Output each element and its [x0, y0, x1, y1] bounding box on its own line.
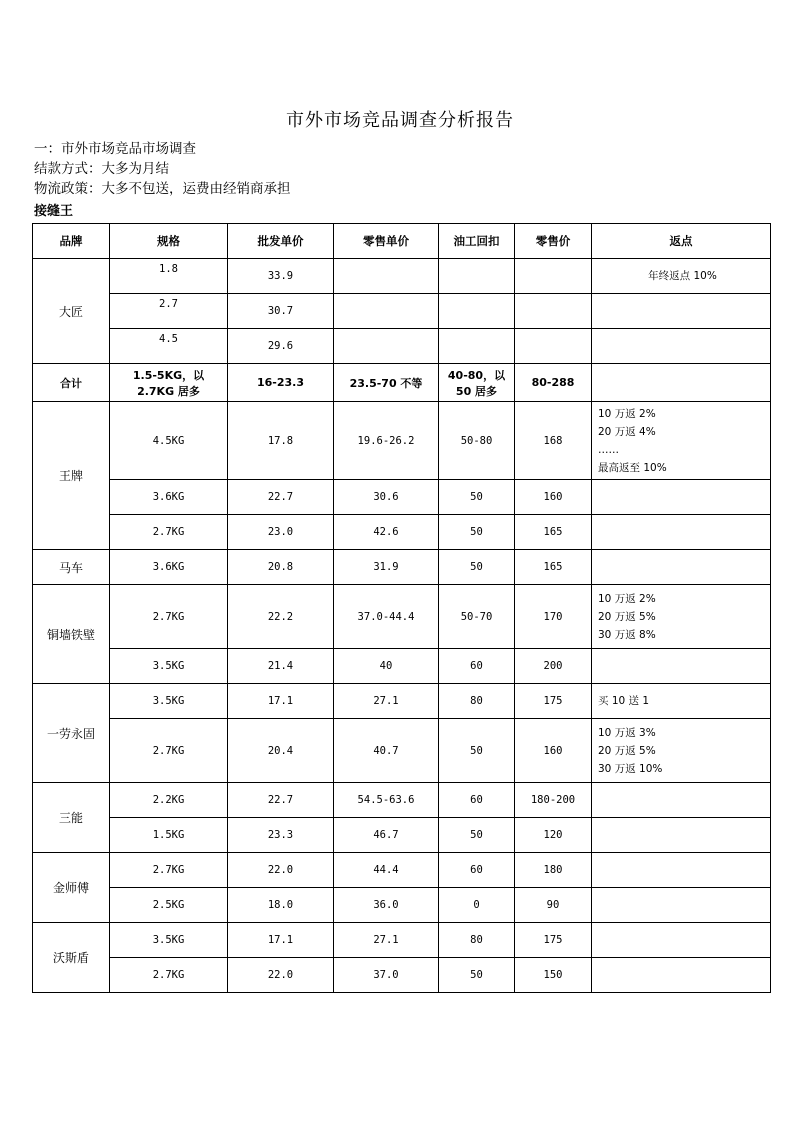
page-title: 市外市场竞品调查分析报告: [286, 110, 514, 131]
retail-unit-cell: 36.0: [334, 888, 439, 923]
kickback-line: 40-80，以: [447, 368, 506, 382]
rebate-cell: [592, 585, 771, 649]
wholesale-cell: 22.2: [228, 585, 334, 649]
kickback-cell: 50: [439, 515, 515, 550]
table-header-row: [33, 224, 771, 259]
spec-cell: 3.6KG: [110, 480, 228, 515]
retail-unit-cell: 40.7: [334, 719, 439, 783]
rebate-cell: [592, 649, 771, 684]
wholesale-cell: 20.4: [228, 719, 334, 783]
rebate-line: 10 万返 2%: [598, 592, 656, 605]
table-row: [33, 329, 771, 364]
rebate-line: 30 万返 8%: [598, 628, 656, 641]
rebate-line: 20 万返 5%: [598, 610, 656, 623]
brand-cell: 金师傅: [33, 853, 110, 923]
rebate-cell: [592, 515, 771, 550]
kickback-cell: [439, 329, 515, 364]
competitor-table: [32, 223, 771, 993]
wholesale-cell: 17.1: [228, 684, 334, 719]
table-row: [33, 649, 771, 684]
rebate-cell: [592, 364, 771, 402]
retail-cell: 120: [515, 818, 592, 853]
brand-cell: 铜墙铁壁: [33, 585, 110, 684]
total-row: [33, 364, 771, 402]
table-row: [33, 684, 771, 719]
retail-unit-cell: [334, 294, 439, 329]
retail-unit-cell: 46.7: [334, 818, 439, 853]
retail-unit-cell: 37.0: [334, 958, 439, 993]
kickback-cell: [439, 294, 515, 329]
table-row: [33, 958, 771, 993]
retail-cell: 165: [515, 515, 592, 550]
intro-line-payment: 结款方式：大多为月结: [34, 161, 169, 177]
retail-cell: 160: [515, 480, 592, 515]
retail-cell: 90: [515, 888, 592, 923]
retail-unit-cell: 44.4: [334, 853, 439, 888]
spec-cell: 3.6KG: [110, 550, 228, 585]
wholesale-cell: 23.0: [228, 515, 334, 550]
retail-cell: 180-200: [515, 783, 592, 818]
wholesale-cell: 33.9: [228, 259, 334, 294]
kickback-cell: 50: [439, 818, 515, 853]
wholesale-cell: 21.4: [228, 649, 334, 684]
rebate-line: ……: [598, 443, 619, 456]
table-row: [33, 294, 771, 329]
table-row: [33, 480, 771, 515]
rebate-cell: [592, 294, 771, 329]
spec-cell: 4.5KG: [110, 402, 228, 480]
header-wholesale: 批发单价: [228, 224, 334, 259]
brand-cell: 一劳永固: [33, 684, 110, 783]
wholesale-cell: 22.7: [228, 783, 334, 818]
rebate-cell: [592, 818, 771, 853]
spec-cell: 3.5KG: [110, 649, 228, 684]
wholesale-cell: 20.8: [228, 550, 334, 585]
section-heading: 接缝王: [34, 204, 74, 219]
kickback-cell: 0: [439, 888, 515, 923]
header-brand: 品牌: [33, 224, 110, 259]
retail-unit-cell: 40: [334, 649, 439, 684]
kickback-cell: [439, 364, 515, 402]
kickback-cell: [439, 259, 515, 294]
table-row: [33, 515, 771, 550]
spec-cell: [110, 364, 228, 402]
table-row: [33, 585, 771, 649]
header-spec: 规格: [110, 224, 228, 259]
brand-cell: 王牌: [33, 402, 110, 550]
table-row: [33, 923, 771, 958]
rebate-line: 20 万返 5%: [598, 744, 656, 757]
wholesale-cell: 30.7: [228, 294, 334, 329]
wholesale-cell: 18.0: [228, 888, 334, 923]
spec-cell: 2.7KG: [110, 719, 228, 783]
rebate-cell: [592, 958, 771, 993]
retail-cell: 170: [515, 585, 592, 649]
retail-cell: 80-288: [515, 364, 592, 402]
retail-unit-cell: 27.1: [334, 923, 439, 958]
kickback-cell: 50-70: [439, 585, 515, 649]
spec-line: 2.7KG 居多: [137, 384, 200, 398]
retail-cell: 160: [515, 719, 592, 783]
wholesale-cell: 22.0: [228, 853, 334, 888]
rebate-cell: 年终返点 10%: [592, 259, 771, 294]
rebate-cell: 买 10 送 1: [592, 684, 771, 719]
retail-unit-cell: 31.9: [334, 550, 439, 585]
table-row: [33, 402, 771, 480]
retail-cell: 180: [515, 853, 592, 888]
kickback-cell: 50: [439, 958, 515, 993]
spec-cell: 2.7: [110, 294, 228, 329]
spec-cell: 2.7KG: [110, 958, 228, 993]
table-row: [33, 719, 771, 783]
retail-cell: [515, 294, 592, 329]
rebate-line: 10 万返 2%: [598, 407, 656, 420]
rebate-cell: [592, 719, 771, 783]
table-row: [33, 818, 771, 853]
kickback-line: 50 居多: [455, 384, 498, 398]
wholesale-cell: 16-23.3: [228, 364, 334, 402]
wholesale-cell: 22.7: [228, 480, 334, 515]
kickback-cell: 60: [439, 853, 515, 888]
wholesale-cell: 23.3: [228, 818, 334, 853]
kickback-cell: 80: [439, 923, 515, 958]
retail-cell: 175: [515, 923, 592, 958]
table-row: [33, 259, 771, 294]
spec-cell: 4.5: [110, 329, 228, 364]
rebate-cell: [592, 329, 771, 364]
retail-cell: 168: [515, 402, 592, 480]
rebate-cell: [592, 888, 771, 923]
retail-cell: [515, 259, 592, 294]
retail-cell: 165: [515, 550, 592, 585]
wholesale-cell: 22.0: [228, 958, 334, 993]
rebate-cell: [592, 480, 771, 515]
intro-line-logistics: 物流政策：大多不包送，运费由经销商承担: [34, 181, 291, 197]
brand-cell: 马车: [33, 550, 110, 585]
retail-unit-cell: 30.6: [334, 480, 439, 515]
retail-unit-cell: 27.1: [334, 684, 439, 719]
header-kickback: 油工回扣: [439, 224, 515, 259]
brand-cell: 三能: [33, 783, 110, 853]
header-rebate: 返点: [592, 224, 771, 259]
kickback-cell: 80: [439, 684, 515, 719]
retail-cell: 200: [515, 649, 592, 684]
rebate-cell: [592, 923, 771, 958]
spec-cell: 2.7KG: [110, 515, 228, 550]
kickback-cell: 50-80: [439, 402, 515, 480]
brand-cell: 大匠: [33, 259, 110, 364]
kickback-cell: 50: [439, 480, 515, 515]
spec-cell: 3.5KG: [110, 923, 228, 958]
rebate-cell: [592, 783, 771, 818]
table-row: [33, 888, 771, 923]
retail-unit-cell: [334, 329, 439, 364]
rebate-cell: [592, 853, 771, 888]
rebate-line: 20 万返 4%: [598, 425, 656, 438]
kickback-cell: 60: [439, 649, 515, 684]
kickback-cell: 50: [439, 550, 515, 585]
rebate-cell: [592, 550, 771, 585]
retail-cell: 175: [515, 684, 592, 719]
spec-line: 1.5-5KG，以: [132, 368, 205, 382]
spec-cell: 2.7KG: [110, 853, 228, 888]
rebate-line: 最高返至 10%: [598, 461, 667, 474]
wholesale-cell: 17.8: [228, 402, 334, 480]
intro-line-market: 一：市外市场竞品市场调查: [34, 141, 196, 157]
rebate-cell: [592, 402, 771, 480]
spec-cell: 2.2KG: [110, 783, 228, 818]
retail-cell: [515, 329, 592, 364]
brand-cell: 沃斯盾: [33, 923, 110, 993]
retail-cell: 150: [515, 958, 592, 993]
spec-cell: 2.7KG: [110, 585, 228, 649]
table-row: [33, 853, 771, 888]
spec-cell: 2.5KG: [110, 888, 228, 923]
header-retail: 零售价: [515, 224, 592, 259]
retail-unit-cell: 19.6-26.2: [334, 402, 439, 480]
retail-unit-cell: 23.5-70 不等: [334, 364, 439, 402]
header-retail-unit: 零售单价: [334, 224, 439, 259]
retail-unit-cell: [334, 259, 439, 294]
table-row: [33, 550, 771, 585]
retail-unit-cell: 54.5-63.6: [334, 783, 439, 818]
spec-cell: 1.5KG: [110, 818, 228, 853]
retail-unit-cell: 42.6: [334, 515, 439, 550]
wholesale-cell: 17.1: [228, 923, 334, 958]
retail-unit-cell: 37.0-44.4: [334, 585, 439, 649]
kickback-cell: 60: [439, 783, 515, 818]
rebate-line: 30 万返 10%: [598, 762, 663, 775]
rebate-line: 10 万返 3%: [598, 726, 656, 739]
spec-cell: 1.8: [110, 259, 228, 294]
wholesale-cell: 29.6: [228, 329, 334, 364]
spec-cell: 3.5KG: [110, 684, 228, 719]
brand-cell: 合计: [33, 364, 110, 402]
kickback-cell: 50: [439, 719, 515, 783]
table-row: [33, 783, 771, 818]
